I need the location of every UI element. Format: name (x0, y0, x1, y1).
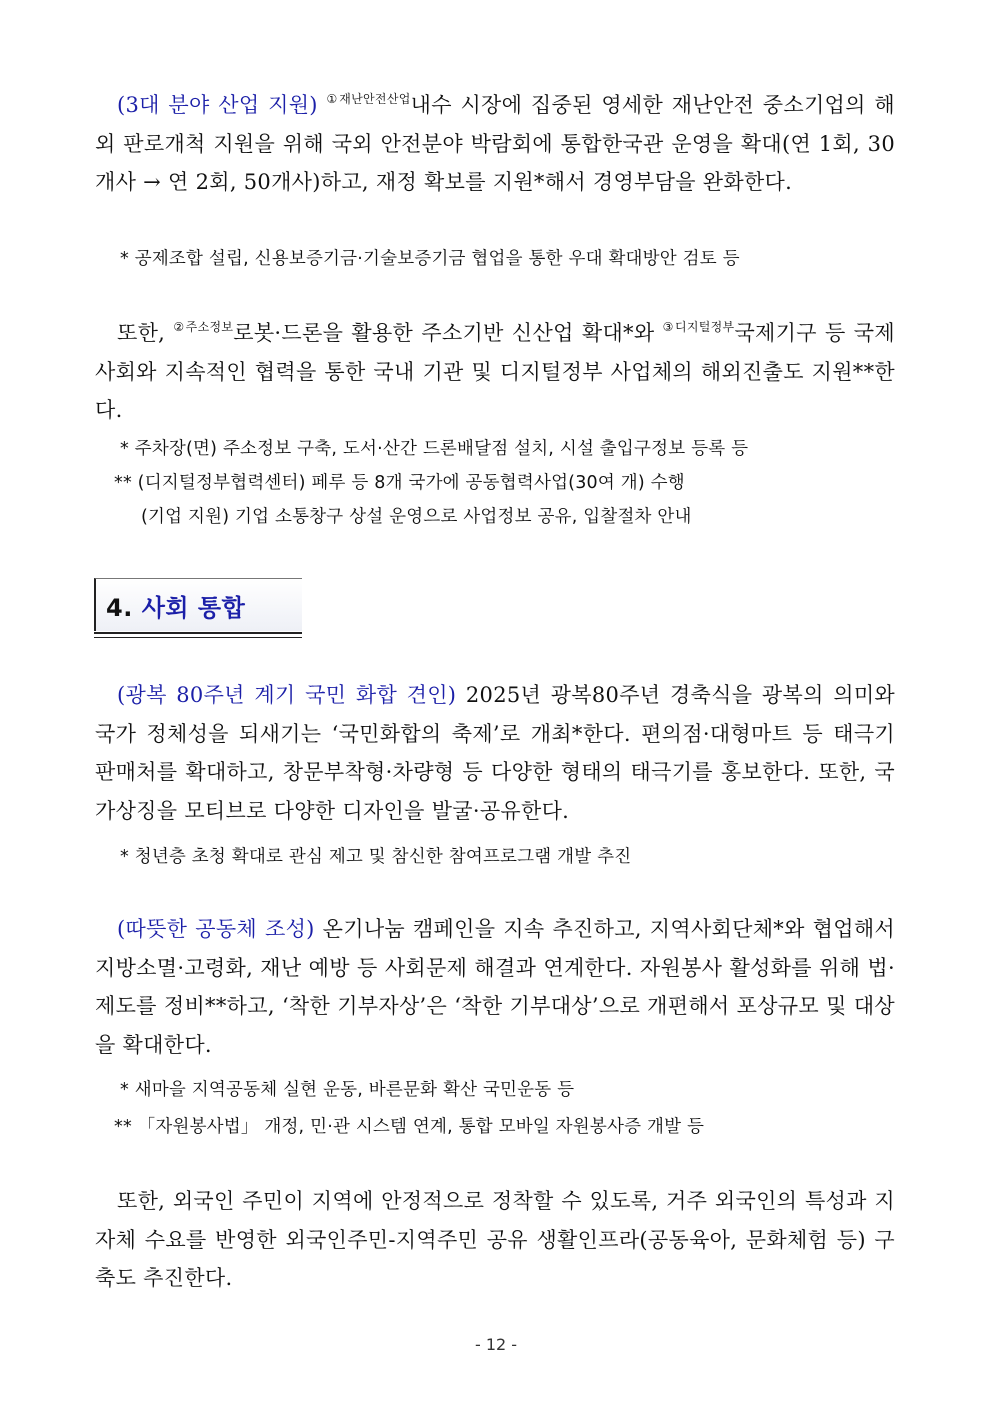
paragraph-body: 온기나눔 캠페인을 지속 추진하고, 지역사회단체*와 협업해서 지방소멸·고령화, 재난 예방 등 사회문제 해결과 연계한다. 자원봉사 활성화를 위해 법·제도를 정비**하고, ‘착한 기부자상’은 ‘착한 기부대상’으로 개편해서 포상규모 및 대상을 확대한다. (95, 917, 896, 1057)
paragraph-body: 또한, (117, 321, 174, 345)
paragraph-liberation-80th (95, 676, 895, 830)
footnote-marker-label: ③디지털정부 (662, 320, 735, 334)
footnote: * 새마을 지역공동체 실현 운동, 바른문화 확산 국민운동 등 (120, 1080, 575, 1100)
paragraph-heading: (3대 분야 산업 지원) (117, 93, 318, 117)
section-header (94, 578, 302, 631)
paragraph-heading: (광복 80주년 계기 국민 화합 견인) (117, 683, 457, 707)
footnote: ** (디지털정부협력센터) 페루 등 8개 국가에 공동협력사업(30여 개) 수행 (114, 473, 685, 493)
section-underline (94, 632, 302, 634)
footnote-marker-label: ①재난안전산업 (326, 92, 411, 106)
section-underline-thin (94, 637, 302, 638)
paragraph-body: 로봇·드론을 활용한 주소기반 신산업 확대*와 (233, 321, 663, 345)
paragraph-industry-support (95, 86, 895, 202)
section-title-text: 사회 통합 (141, 594, 246, 622)
paragraph-heading: (따뜻한 공동체 조성) (117, 917, 315, 941)
footnote-marker-label: ②주소정보 (173, 320, 234, 334)
paragraph-address-digital (95, 314, 895, 430)
paragraph-body: 국제기구 등 국제사회와 지속적인 협력을 통한 국내 기관 및 디지털정부 사업체의 해외진출도 지원**한다. (95, 321, 895, 422)
page-number: - 12 - (474, 1335, 518, 1354)
paragraph-foreign-residents (95, 1182, 895, 1298)
paragraph-body: 또한, 외국인 주민이 지역에 안정적으로 정착할 수 있도록, 거주 외국인의 특성과 지자체 수요를 반영한 외국인주민-지역주민 공유 생활인프라(공동육아, 문화체험 등) 구축도 추진한다. (95, 1189, 895, 1290)
footnote: * 공제조합 설립, 신용보증기금·기술보증기금 협업을 통한 우대 확대방안 검토 등 (120, 249, 740, 269)
footnote: ** 「자원봉사법」 개정, 민·관 시스템 연계, 통합 모바일 자원봉사증 개발 등 (114, 1117, 705, 1137)
paragraph-warm-community (95, 910, 895, 1064)
paragraph-body: 2025년 광복80주년 경축식을 광복의 의미와 국가 정체성을 되새기는 ‘국민화합의 축제’로 개최*한다. 편의점·대형마트 등 태극기 판매처를 확대하고, 창문부착형·차량형 등 다양한 형태의 태극기를 홍보한다. 또한, 국가상징을 모티브로 다양한 디자인을 발굴·공유한다. (95, 683, 895, 823)
footnote: * 청년층 초청 확대로 관심 제고 및 참신한 참여프로그램 개발 추진 (120, 847, 632, 867)
footnote: * 주차장(면) 주소정보 구축, 도서·산간 드론배달점 설치, 시설 출입구정보 등록 등 (120, 439, 749, 459)
paragraph-body: 내수 시장에 집중된 영세한 재난안전 중소기업의 해외 판로개척 지원을 위해 국외 안전분야 박람회에 통합한국관 운영을 확대(연 1회, 30개사 → 연 2회, 50개사)하고, 재정 확보를 지원*해서 경영부담을 완화한다. (95, 93, 895, 194)
footnote: (기업 지원) 기업 소통창구 상설 운영으로 사업정보 공유, 입찰절차 안내 (141, 507, 692, 527)
section-title (106, 588, 245, 623)
section-number: 4. (106, 594, 133, 622)
